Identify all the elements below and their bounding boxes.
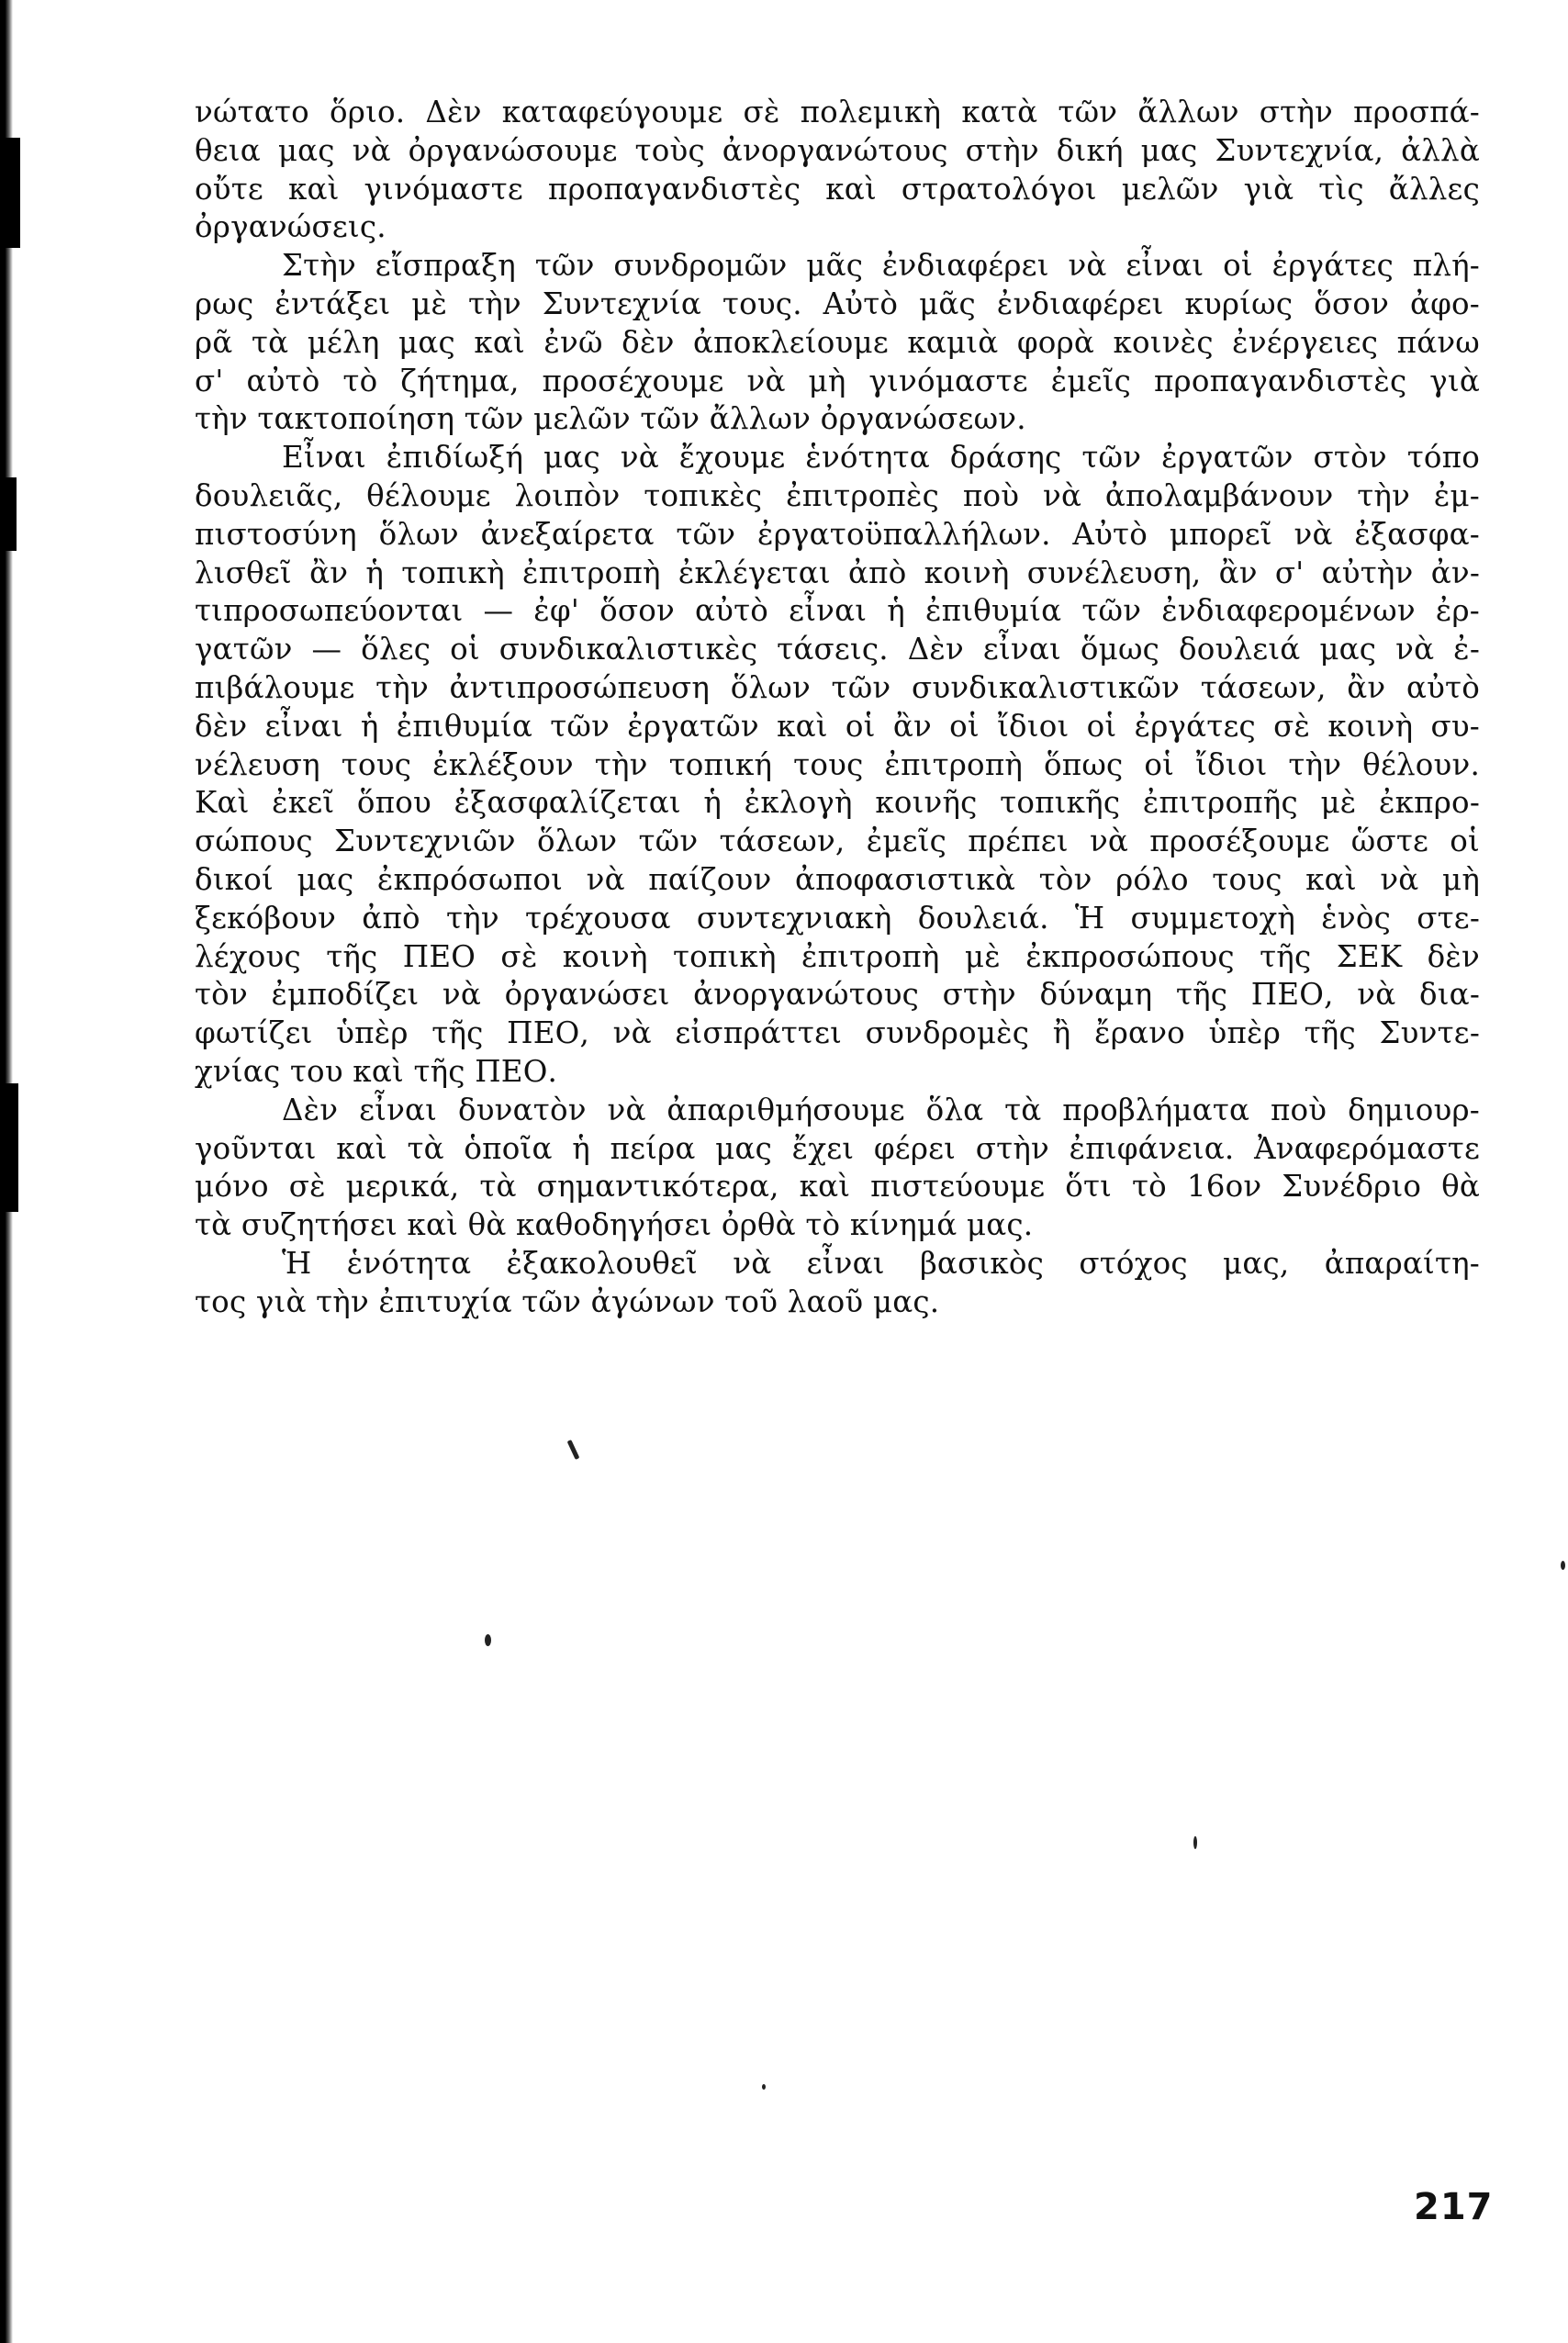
text-line: φωτίζει ὑπὲρ τῆς ΠΕΟ, νὰ εἰσπράττει συνδρομὲς ἢ ἔρανο ὑπὲρ τῆς Συντε- (195, 1015, 1480, 1051)
scan-speck (485, 1634, 491, 1646)
text-line: Δὲν εἶναι δυνατὸν νὰ ἀπαριθμήσουμε ὅλα τὰ προβλήματα ποὺ δημιουρ- (282, 1092, 1480, 1127)
text-line: οὔτε καὶ γινόμαστε προπαγανδιστὲς καὶ στρατολόγοι μελῶν γιὰ τὶς ἄλλες (195, 171, 1480, 207)
text-line: δὲν εἶναι ἡ ἐπιθυμία τῶν ἐργατῶν καὶ οἱ ἂν οἱ ἴδιοι οἱ ἐργάτες σὲ κοινὴ συ- (195, 708, 1480, 744)
text-line: τὴν τακτοποίηση τῶν μελῶν τῶν ἄλλων ὀργανώσεων. (195, 401, 1026, 437)
text-line: λέχους τῆς ΠΕΟ σὲ κοινὴ τοπικὴ ἐπιτροπὴ μὲ ἐκπροσώπους τῆς ΣΕΚ δὲν (195, 938, 1480, 974)
text-line: χνίας του καὶ τῆς ΠΕΟ. (195, 1053, 558, 1089)
text-line: σ' αὐτὸ τὸ ζήτημα, προσέχουμε νὰ μὴ γινόμαστε ἐμεῖς προπαγανδιστὲς γιὰ (195, 363, 1480, 398)
scan-edge-blot (0, 477, 17, 551)
text-line: νέλευση τους ἐκλέξουν τὴν τοπική τους ἐπιτροπὴ ὅπως οἱ ἴδιοι τὴν θέλουν. (195, 746, 1480, 782)
text-line: τὰ συζητήσει καὶ θὰ καθοδηγήσει ὀρθὰ τὸ κίνημά μας. (195, 1207, 1034, 1243)
page-body-text (195, 94, 1480, 1322)
text-line: πιστοσύνη ὅλων ἀνεξαίρετα τῶν ἐργατοϋπαλλήλων. Αὐτὸ μπορεῖ νὰ ἐξασφα- (195, 516, 1480, 552)
text-line: ρως ἐντάξει μὲ τὴν Συντεχνία τους. Αὐτὸ μᾶς ἐνδιαφέρει κυρίως ὅσον ἀφο- (195, 286, 1480, 321)
text-line: Εἶναι ἐπιδίωξή μας νὰ ἔχουμε ἑνότητα δράσης τῶν ἐργατῶν στὸν τόπο (282, 440, 1480, 476)
text-line: ρᾶ τὰ μέλη μας καὶ ἐνῶ δὲν ἀποκλείουμε καμιὰ φορὰ κοινὲς ἐνέργειες πάνω (195, 324, 1480, 360)
text-line: ὀργανώσεις. (195, 209, 386, 245)
text-line: θεια μας νὰ ὀργανώσουμε τοὺς ἀνοργανώτους στὴν δική μας Συντεχνία, ἀλλὰ (195, 132, 1480, 168)
text-line: νώτατο ὅριο. Δὲν καταφεύγουμε σὲ πολεμικὴ κατὰ τῶν ἄλλων στὴν προσπά- (195, 95, 1480, 129)
text-line: λισθεῖ ἂν ἡ τοπικὴ ἐπιτροπὴ ἐκλέγεται ἀπὸ κοινὴ συνέλευση, ἂν σ' αὐτὴν ἀν- (195, 555, 1480, 590)
scan-speck (567, 1440, 580, 1460)
page-number: 217 (1414, 2186, 1494, 2228)
text-line: Καὶ ἐκεῖ ὅπου ἐξασφαλίζεται ἡ ἐκλογὴ κοινῆς τοπικῆς ἐπιτροπῆς μὲ ἐκπρο- (195, 785, 1480, 821)
scan-edge-blot (0, 1083, 18, 1212)
text-line: δικοί μας ἐκπρόσωποι νὰ παίζουν ἀποφασιστικὰ τὸν ρόλο τους καὶ νὰ μὴ (195, 861, 1480, 897)
text-line: δουλειᾶς, θέλουμε λοιπὸν τοπικὲς ἐπιτροπὲς ποὺ νὰ ἀπολαμβάνουν τὴν ἐμ- (195, 477, 1480, 513)
text-line: σώπους Συντεχνιῶν ὅλων τῶν τάσεων, ἐμεῖς πρέπει νὰ προσέξουμε ὥστε οἱ (195, 824, 1480, 859)
scan-edge-blot (0, 138, 20, 248)
scan-speck (762, 2084, 766, 2090)
text-line: Στὴν εἴσπραξη τῶν συνδρομῶν μᾶς ἐνδιαφέρει νὰ εἶναι οἱ ἐργάτες πλή- (282, 248, 1480, 284)
text-line: τιπροσωπεύονται — ἐφ' ὅσον αὐτὸ εἶναι ἡ ἐπιθυμία τῶν ἐνδιαφερομένων ἐρ- (195, 593, 1480, 629)
text-line: γατῶν — ὅλες οἱ συνδικαλιστικὲς τάσεις. Δὲν εἶναι ὅμως δουλειά μας νὰ ἐ- (195, 632, 1480, 667)
text-line: μόνο σὲ μερικά, τὰ σημαντικότερα, καὶ πιστεύουμε ὅτι τὸ 16ον Συνέδριο θὰ (195, 1169, 1480, 1205)
text-line: πιβάλουμε τὴν ἀντιπροσώπευση ὅλων τῶν συνδικαλιστικῶν τάσεων, ἂν αὐτὸ (195, 669, 1480, 705)
text-line: γοῦνται καὶ τὰ ὁποῖα ἡ πείρα μας ἔχει φέρει στὴν ἐπιφάνεια. Ἀναφερόμαστε (195, 1130, 1480, 1166)
text-line: τὸν ἐμποδίζει νὰ ὀργανώσει ἀνοργανώτους στὴν δύναμη τῆς ΠΕΟ, νὰ δια- (195, 977, 1480, 1013)
scan-speck (1561, 1561, 1565, 1570)
text-line: τος γιὰ τὴν ἐπιτυχία τῶν ἀγώνων τοῦ λαοῦ μας. (195, 1284, 940, 1319)
text-line: ξεκόβουν ἀπὸ τὴν τρέχουσα συντεχνιακὴ δουλειά. Ἡ συμμετοχὴ ἑνὸς στε- (195, 900, 1480, 936)
scan-speck (1193, 1836, 1197, 1849)
text-line: Ἡ ἑνότητα ἐξακολουθεῖ νὰ εἶναι βασικὸς στόχος μας, ἀπαραίτη- (282, 1245, 1480, 1281)
